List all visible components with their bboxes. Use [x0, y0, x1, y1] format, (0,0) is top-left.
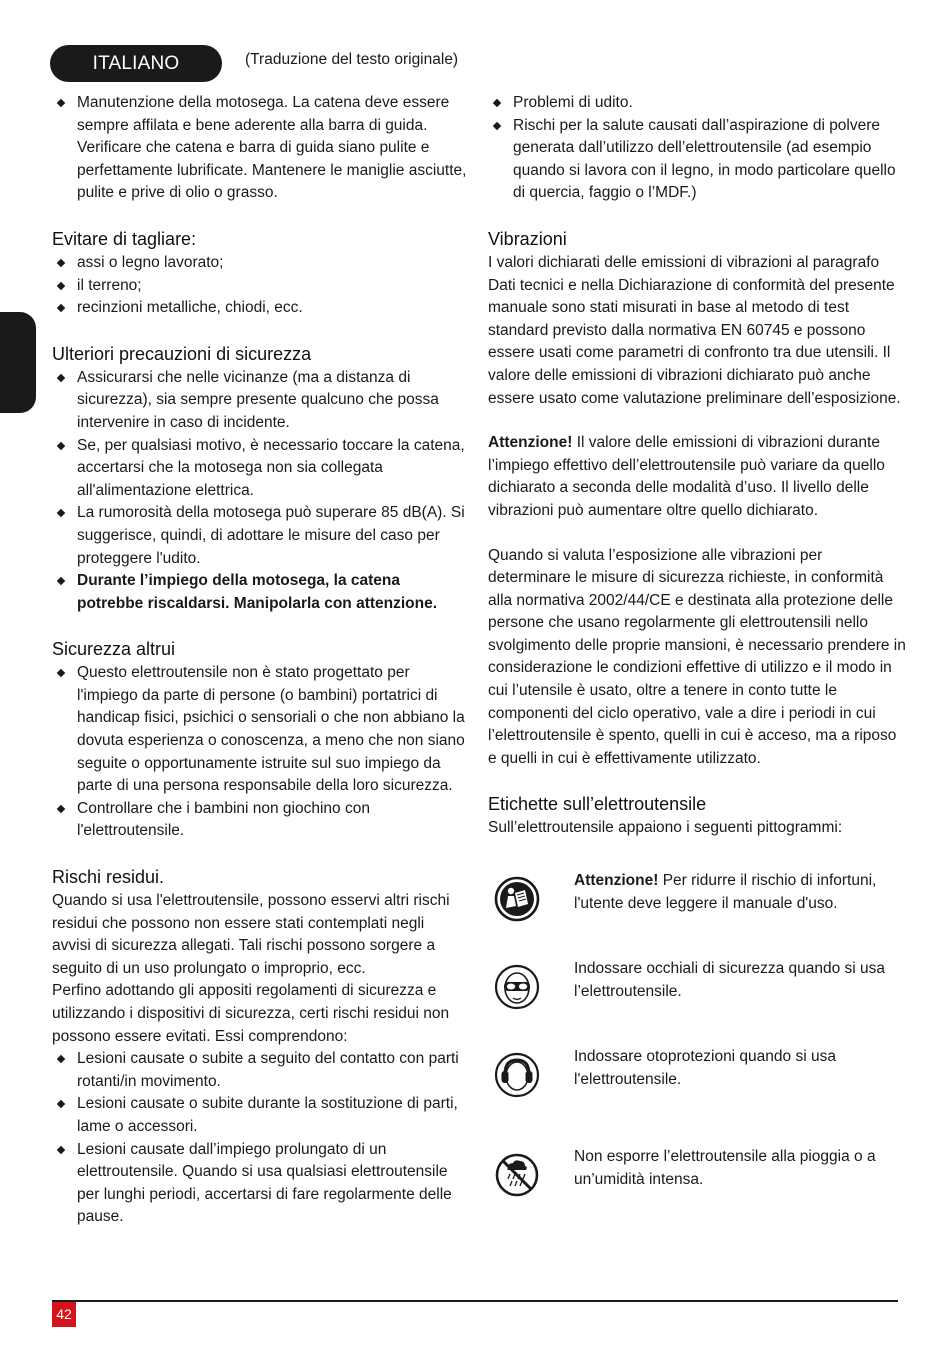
bullet-icon — [57, 304, 65, 312]
language-label: ITALIANO — [50, 45, 222, 82]
section-tab-marker — [0, 312, 36, 413]
section-title-avoid-cutting: Evitare di tagliare: — [52, 228, 197, 249]
list-item: Questo elettroutensile non è stato progettato per l'impiego da parte di persone (o bambini) portatrici di handicap fisici, psichici o sensoriali o che non abbiano la dovuta esperienza o conoscenza, a meno che non siano seguite o opportunamente istruite sul suo impiego da parte di una persona responsabile della loro sicurezza. — [52, 662, 467, 798]
further-precautions-list — [52, 367, 467, 616]
list-item: Durante l’impiego della motosega, la catena potrebbe riscaldarsi. Manipolarla con attenzione. — [52, 570, 467, 615]
bullet-icon — [57, 281, 65, 289]
pictogram-row — [488, 872, 906, 964]
translation-note: (Traduzione del testo originale) — [245, 51, 459, 68]
pictogram-text: Indossare otoprotezioni quando si usa l'elettroutensile. — [574, 1048, 836, 1088]
warning-label: Attenzione! — [488, 434, 573, 452]
bullet-icon — [57, 99, 65, 107]
bullet-icon — [57, 259, 65, 267]
list-item: assi o legno lavorato; — [52, 252, 467, 275]
bullet-icon — [57, 805, 65, 813]
list-item: il terreno; — [52, 275, 467, 298]
maintenance-list — [52, 92, 467, 205]
section-title-further-precautions: Ulteriori precauzioni di sicurezza — [52, 343, 312, 364]
safety-glasses-icon — [494, 964, 540, 1010]
residual-risks-paragraph: Quando si usa l'elettroutensile, possono esservi altri rischi residui che possono non essere stati contemplati negli avvisi di sicurezza allegati. Tali rischi possono sorgere a seguito di un uso prolungato o improprio, ecc. — [52, 892, 450, 977]
list-item: Manutenzione della motosega. La catena deve essere sempre affilata e bene aderente alla barra di guida. Verificare che catena e barra di guida siano pulite e perfettamente lubrificate. Mantenere le maniglie asciutte, pulite e prive di olio o grasso. — [52, 92, 467, 205]
bullet-icon — [57, 374, 65, 382]
pictogram-text: Indossare occhiali di sicurezza quando si usa l’elettroutensile. — [574, 960, 886, 1000]
section-title-labels: Etichette sull’elettroutensile — [488, 794, 707, 815]
footer-rule — [52, 1300, 898, 1302]
residual-risks-paragraph: Perfino adottando gli appositi regolamenti di sicurezza e utilizzando i dispositivi di sicurezza, certi rischi residui non possono essere evitati. Essi comprendono: — [52, 982, 450, 1045]
vibrations-paragraph: I valori dichiarati delle emissioni di vibrazioni al paragrafo Dati tecnici e nella Dichiarazione di conformità del presente manuale sono stati misurati in base al metodo di test standard previsto dalla normativa EN 60745 e possono essere usati come parametri di confronto tra due utensili. Il valore delle emissioni di vibrazioni dichiarato può anche essere usato come valutazione preliminare dell’esposizione. — [488, 253, 901, 407]
right-column — [488, 92, 906, 1240]
pictogram-row — [488, 960, 906, 1052]
list-item: recinzioni metalliche, chiodi, ecc. — [52, 297, 467, 320]
bullet-icon — [493, 99, 501, 107]
pictogram-text: Non esporre l’elettroutensile alla pioggia o a un’umidità intensa. — [574, 1148, 876, 1188]
health-risks-list — [488, 92, 906, 205]
bullet-icon — [57, 441, 65, 449]
list-item: Lesioni causate dall’impiego prolungato di un elettroutensile. Quando si usa qualsiasi elettroutensile per lunghi periodi, accertarsi di fare regolarmente delle pause. — [52, 1139, 467, 1229]
bullet-icon — [493, 121, 501, 129]
list-item: Lesioni causate o subite durante la sostituzione di parti, lame o accessori. — [52, 1093, 467, 1138]
section-title-others-safety: Sicurezza altrui — [52, 639, 176, 660]
section-title-vibrations: Vibrazioni — [488, 228, 567, 249]
pictogram-row — [488, 1048, 906, 1152]
list-item: La rumorosità della motosega può superare 85 dB(A). Si suggerisce, quindi, di adottare le misure del caso per proteggere l'udito. — [52, 502, 467, 570]
list-item: Lesioni causate o subite a seguito del contatto con parti rotanti/in movimento. — [52, 1048, 467, 1093]
vibrations-warning-paragraph: Attenzione! Il valore delle emissioni di vibrazioni durante l’impiego effettivo dell’elettroutensile può variare da quello dichiarato a seconda delle modalità d’uso. Il livello delle vibrazioni può aumentare oltre quello dichiarato. — [488, 434, 885, 519]
bullet-icon — [57, 669, 65, 677]
residual-risks-list — [52, 1048, 467, 1229]
vibrations-paragraph: Quando si valuta l’esposizione alle vibrazioni per determinare le misure di sicurezza richieste, in conformità alla normativa 2002/44/CE e destinata alla protezione delle persone che usano regolarmente gli elettroutensili nello svolgimento delle proprie mansioni, è necessario prendere in considerazione le condizioni effettive di utilizzo e il modo in cui l’utensile è usato, oltre a tenere in conto tutte le componenti del ciclo operativo, vale a dire i periodi in cui l’elettroutensile è spento, quelli in cui è acceso, ma a riposo e quelli in cui è effettivamente utilizzato. — [488, 546, 906, 767]
ear-protection-icon — [494, 1052, 540, 1098]
page-number: 42 — [52, 1302, 76, 1327]
left-column — [52, 92, 467, 1229]
pictogram-text: Attenzione! Per ridurre il rischio di infortuni, l'utente deve leggere il manuale d'uso. — [574, 872, 877, 912]
section-title-residual-risks: Rischi residui. — [52, 867, 165, 888]
bullet-icon — [57, 1100, 65, 1108]
list-item: Se, per qualsiasi motivo, è necessario toccare la catena, accertarsi che la motosega non sia collegata all'alimentazione elettrica. — [52, 435, 467, 503]
avoid-cutting-list — [52, 252, 467, 320]
list-item: Assicurarsi che nelle vicinanze (ma a distanza di sicurezza), sia sempre presente qualcuno che possa intervenire in caso di incidente. — [52, 367, 467, 435]
others-safety-list — [52, 662, 467, 843]
pictogram-row — [488, 1148, 906, 1240]
bullet-icon — [57, 509, 65, 517]
bullet-icon — [57, 1145, 65, 1153]
list-item: Rischi per la salute causati dall’aspirazione di polvere generata dall’utilizzo dell’elettroutensile (ad esempio quando si lavora con il legno, in modo particolare quello di quercia, faggio o l’MDF.) — [488, 115, 906, 205]
list-item: Controllare che i bambini non giochino con l'elettroutensile. — [52, 798, 467, 843]
list-item: Problemi di udito. — [488, 92, 906, 115]
bullet-icon — [57, 1055, 65, 1063]
labels-intro: Sull’elettroutensile appaiono i seguenti pittogrammi: — [488, 819, 843, 837]
read-manual-icon — [494, 876, 540, 922]
bullet-icon — [57, 577, 65, 585]
no-rain-icon — [494, 1152, 540, 1198]
